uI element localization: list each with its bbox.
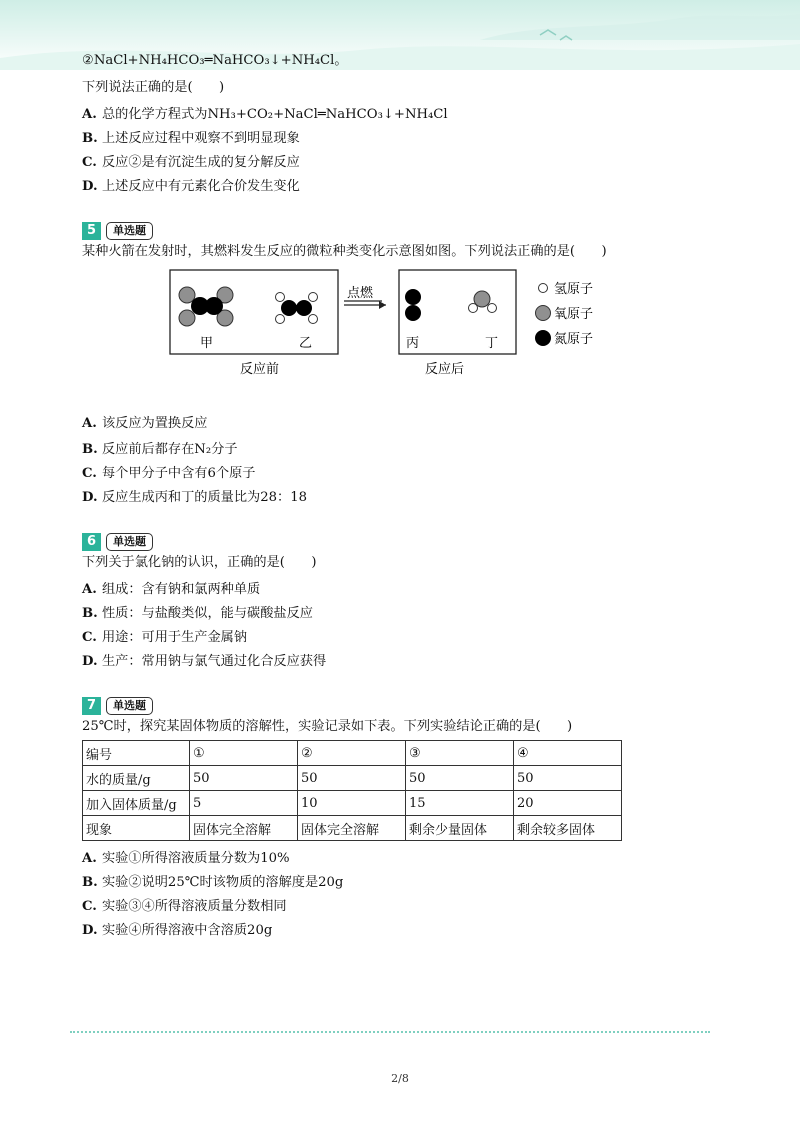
q5-option-d[interactable] <box>82 489 307 507</box>
reaction-diagram <box>160 265 640 380</box>
q7-option-b[interactable] <box>82 874 343 892</box>
label-yi: 乙 <box>299 336 313 351</box>
table-row <box>83 791 622 816</box>
option-text: 总的化学方程式为NH₃+CO₂+NaCl═NaHCO₃↓+NH₄Cl <box>102 107 448 122</box>
option-text: 实验①所得溶液质量分数为10% <box>102 851 290 866</box>
option-text: 上述反应中有元素化合价发生变化 <box>102 179 300 194</box>
table-cell: 固体完全溶解 <box>190 816 298 841</box>
q5-option-c[interactable] <box>82 465 255 483</box>
caption-before: 反应前 <box>240 362 280 377</box>
option-letter: B. <box>82 606 98 621</box>
question-number: 5 <box>82 222 101 240</box>
table-row <box>83 766 622 791</box>
table-cell: 15 <box>406 791 514 816</box>
table-cell: 编号 <box>83 741 190 766</box>
table-cell: 20 <box>514 791 622 816</box>
legend-nitrogen: 氮原子 <box>554 332 594 347</box>
table-cell: 剩余较多固体 <box>514 816 622 841</box>
q4-equation: ②NaCl+NH₄HCO₃═NaHCO₃↓+NH₄Cl。 <box>82 53 348 68</box>
legend-oxygen: 氧原子 <box>554 307 594 322</box>
option-letter: D. <box>82 179 98 194</box>
experiment-table <box>82 740 622 841</box>
table-row <box>83 816 622 841</box>
q4-option-b[interactable] <box>82 130 300 148</box>
option-letter: C. <box>82 630 97 645</box>
option-text: 实验②说明25℃时该物质的溶解度是20g <box>102 875 344 890</box>
table-cell: 水的质量/g <box>83 766 190 791</box>
table-cell: ④ <box>514 741 622 766</box>
label-bing: 丙 <box>406 336 420 351</box>
option-text: 反应前后都存在N₂分子 <box>102 442 238 457</box>
table-cell: 现象 <box>83 816 190 841</box>
q7-option-c[interactable] <box>82 898 287 916</box>
table-cell: 剩余少量固体 <box>406 816 514 841</box>
option-letter: C. <box>82 155 97 170</box>
question-number: 7 <box>82 697 101 715</box>
table-cell: ③ <box>406 741 514 766</box>
q5-stem: 某种火箭在发射时，其燃料发生反应的微粒种类变化示意图如图。下列说法正确的是( ) <box>82 244 607 259</box>
q6-option-c[interactable] <box>82 629 247 647</box>
question-type-badge: 单选题 <box>106 697 153 715</box>
option-letter: D. <box>82 923 98 938</box>
option-letter: B. <box>82 131 98 146</box>
q6-option-d[interactable] <box>82 653 326 671</box>
option-letter: A. <box>82 107 97 122</box>
option-text: 组成：含有钠和氯两种单质 <box>102 582 261 597</box>
q6-option-a[interactable] <box>82 581 260 599</box>
q4-option-c[interactable] <box>82 154 300 172</box>
option-letter: D. <box>82 490 98 505</box>
option-text: 用途：可用于生产金属钠 <box>102 630 248 645</box>
arrow-right-icon <box>379 301 386 309</box>
table-cell: ① <box>190 741 298 766</box>
question-type-badge: 单选题 <box>106 222 153 240</box>
legend <box>535 282 593 347</box>
q5-option-b[interactable] <box>82 441 238 459</box>
option-letter: B. <box>82 442 98 457</box>
arrow-label: 点燃 <box>347 286 374 301</box>
option-letter: A. <box>82 851 97 866</box>
table-cell: 5 <box>190 791 298 816</box>
option-text: 性质：与盐酸类似，能与碳酸盐反应 <box>102 606 313 621</box>
question-type-badge: 单选题 <box>106 533 153 551</box>
q6-option-b[interactable] <box>82 605 313 623</box>
table-cell: 50 <box>298 766 406 791</box>
option-text: 上述反应过程中观察不到明显现象 <box>102 131 300 146</box>
table-cell: 50 <box>406 766 514 791</box>
table-cell: 50 <box>190 766 298 791</box>
question-number: 6 <box>82 533 101 551</box>
q6-stem: 下列关于氯化钠的认识，正确的是( ) <box>82 555 317 570</box>
option-text: 反应②是有沉淀生成的复分解反应 <box>102 155 300 170</box>
q4-option-d[interactable] <box>82 178 300 196</box>
q4-stem: 下列说法正确的是( ) <box>82 80 225 95</box>
caption-after: 反应后 <box>425 362 465 377</box>
q5-option-a[interactable] <box>82 415 208 433</box>
q7-option-d[interactable] <box>82 922 272 940</box>
option-text: 实验③④所得溶液质量分数相同 <box>102 899 287 914</box>
table-row <box>83 741 622 766</box>
table-cell: 10 <box>298 791 406 816</box>
q7-stem: 25℃时，探究某固体物质的溶解性，实验记录如下表。下列实验结论正确的是( ) <box>82 719 573 734</box>
label-ding: 丁 <box>485 336 499 351</box>
table-cell: 50 <box>514 766 622 791</box>
legend-hydrogen: 氢原子 <box>554 282 594 297</box>
option-letter: D. <box>82 654 98 669</box>
table-cell: 加入固体质量/g <box>83 791 190 816</box>
q4-option-a[interactable] <box>82 106 448 124</box>
option-text: 该反应为置换反应 <box>102 416 208 431</box>
option-text: 生产：常用钠与氯气通过化合反应获得 <box>102 654 327 669</box>
label-jia: 甲 <box>200 336 214 351</box>
option-text: 反应生成丙和丁的质量比为28：18 <box>102 490 307 505</box>
option-text: 实验④所得溶液中含溶质20g <box>102 923 273 938</box>
footer-divider <box>70 1031 710 1033</box>
page-number: 2/8 <box>391 1072 409 1085</box>
option-letter: C. <box>82 899 97 914</box>
option-letter: A. <box>82 582 97 597</box>
table-cell: 固体完全溶解 <box>298 816 406 841</box>
table-cell: ② <box>298 741 406 766</box>
option-letter: A. <box>82 416 97 431</box>
option-letter: C. <box>82 466 97 481</box>
option-letter: B. <box>82 875 98 890</box>
option-text: 每个甲分子中含有6个原子 <box>102 466 256 481</box>
q7-option-a[interactable] <box>82 850 290 868</box>
